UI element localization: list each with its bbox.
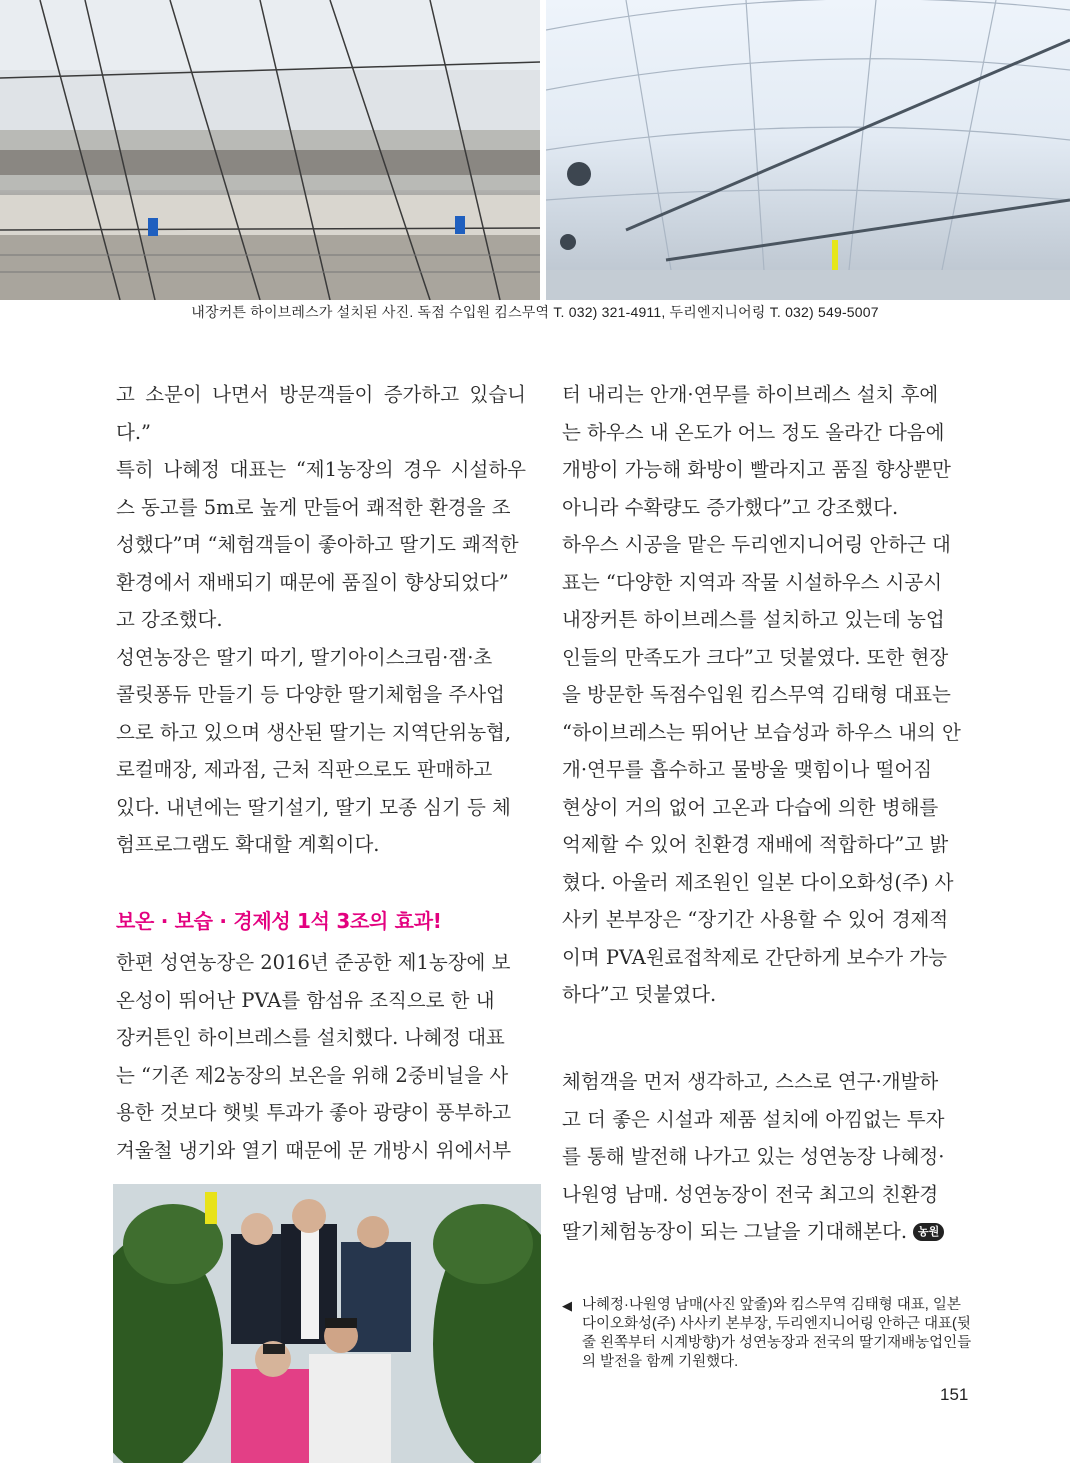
greenhouse-interior-photo: [546, 0, 1070, 300]
text-line: 아니라 수확량도 증가했다”고 강조했다.: [562, 495, 899, 519]
text-line: 를 통해 발전해 나가고 있는 성연농장 나혜정·: [562, 1145, 945, 1168]
magazine-end-badge: 농원: [913, 1223, 944, 1241]
text-line: [562, 1213, 976, 1251]
text-line: 고 더 좋은 시설과 제품 설치에 아낌없는 투자: [562, 1107, 945, 1131]
text-line: 표는 “다양한 지역과 작물 시설하우스 시공시: [562, 570, 943, 594]
text-line: 혔다. 아울러 제조원인 일본 다이오화성(주) 사: [562, 870, 954, 894]
text-line: 로컬매장, 제과점, 근처 직판으로도 판매하고: [116, 758, 493, 781]
caption-text: 나혜정·나원영 남매(사진 앞줄)와 킴스무역 김태형 대표, 일본 다이오화성(주) 사사키 본부장, 두리엔지니어링 안하근 대표(뒷줄 왼쪽부터 시계방향)가 성연농장과 전국의 딸기재배농업인들의 발전을 함께 기원했다.: [582, 1297, 972, 1370]
text-line: 특히 나혜정 대표는 “제1농장의 경우 시설하우: [116, 458, 526, 481]
page-number: 151: [940, 1385, 969, 1404]
text-line: 한편 성연농장은 2016년 준공한 제1농장에 보: [116, 951, 511, 974]
text-line: 는 하우스 내 온도가 어느 정도 올라간 다음에: [562, 420, 945, 444]
section-subheading: 보온 · 보습 · 경제성 1석 3조의 효과!: [116, 909, 442, 933]
text-line: 성연농장은 딸기 따기, 딸기아이스크림·잼·초: [116, 645, 493, 669]
text-line: 나원영 남매. 성연농장이 전국 최고의 친환경: [562, 1182, 939, 1206]
text-line: 개·연무를 흡수하고 물방울 맺힘이나 떨어짐: [562, 758, 933, 781]
group-photo-caption: [562, 1296, 977, 1372]
paragraph: [116, 451, 526, 639]
text-line: 있다. 내년에는 딸기설기, 딸기 모종 심기 등 체: [116, 795, 511, 819]
text-line: 성했다”며 “체험객들이 좋아하고 딸기도 쾌적한: [116, 533, 519, 556]
text-line: 는 “기존 제2농장의 보온을 위해 2중비닐을 사: [116, 1063, 509, 1087]
text-line: 온성이 뛰어난 PVA를 함섬유 조직으로 한 내: [116, 988, 495, 1012]
text-line: 인들의 만족도가 크다”고 덧붙였다. 또한 현장: [562, 645, 949, 669]
greenhouse-curtain-photo: [0, 0, 540, 300]
text-line: 하다”고 덧붙였다.: [562, 983, 717, 1006]
text-line: 사키 본부장은 “장기간 사용할 수 있어 경제적: [562, 908, 949, 931]
text-line: 으로 하고 있으며 생산된 딸기는 지역단위농협,: [116, 720, 512, 744]
text-line: 현상이 거의 없어 고온과 다습에 의한 병해를: [562, 795, 939, 819]
paragraph: [116, 639, 526, 864]
text-line: 터 내리는 안개·연무를 하이브레스 설치 후에: [562, 383, 939, 406]
text-line: 하우스 시공을 맡은 두리엔지니어링 안하근 대: [562, 533, 951, 556]
text-line: 이며 PVA원료접착제로 간단하게 보수가 가능: [562, 945, 947, 969]
text-line: 을 방문한 독점수입원 킴스무역 김태형 대표는: [562, 683, 951, 706]
left-text-column: [116, 376, 526, 864]
text-line: 겨울철 냉기와 열기 때문에 문 개방시 위에서부: [116, 1138, 512, 1162]
text-line: 다.”: [116, 420, 152, 444]
text-line: “하이브레스는 뛰어난 보습성과 하우스 내의 안: [562, 720, 961, 744]
text-line: 고 소문이 나면서 방문객들이 증가하고 있습니: [116, 383, 526, 406]
right-text-column-lower: [562, 1063, 976, 1251]
paragraph: [116, 414, 526, 452]
text-line: 험프로그램도 확대할 계획이다.: [116, 833, 380, 856]
text-line: 콜릿퐁듀 만들기 등 다양한 딸기체험을 주사업: [116, 683, 505, 706]
text-line: 장커튼인 하이브레스를 설치했다. 나혜정 대표: [116, 1026, 505, 1049]
right-text-column: [562, 376, 976, 1014]
text-line: 환경에서 재배되기 때문에 품질이 향상되었다”: [116, 570, 509, 594]
text-line: 억제할 수 있어 친환경 재배에 적합하다”고 밝: [562, 833, 949, 856]
text-line: 개방이 가능해 화방이 빨라지고 품질 향상뿐만: [562, 458, 951, 481]
group-photo-strawberry-farm: [113, 1184, 541, 1463]
paragraph: [116, 376, 526, 414]
text-line: 고 강조했다.: [116, 608, 223, 631]
left-text-column-lower: [116, 944, 526, 1169]
caption-arrow-icon: ◀: [562, 1298, 572, 1313]
closing-sentence: 딸기체험농장이 되는 그날을 기대해본다.: [562, 1220, 908, 1243]
text-line: 스 동고를 5m로 높게 만들어 쾌적한 환경을 조: [116, 495, 511, 519]
text-line: 체험객을 먼저 생각하고, 스스로 연구·개발하: [562, 1070, 939, 1093]
text-line: 내장커튼 하이브레스를 설치하고 있는데 농업: [562, 608, 945, 631]
text-line: 용한 것보다 햇빛 투과가 좋아 광량이 풍부하고: [116, 1101, 512, 1124]
photo-caption-top: 내장커튼 하이브레스가 설치된 사진. 독점 수입원 킴스무역 T. 032) 321-4911, 두리엔지니어링 T. 032) 549-5007: [191, 304, 879, 320]
